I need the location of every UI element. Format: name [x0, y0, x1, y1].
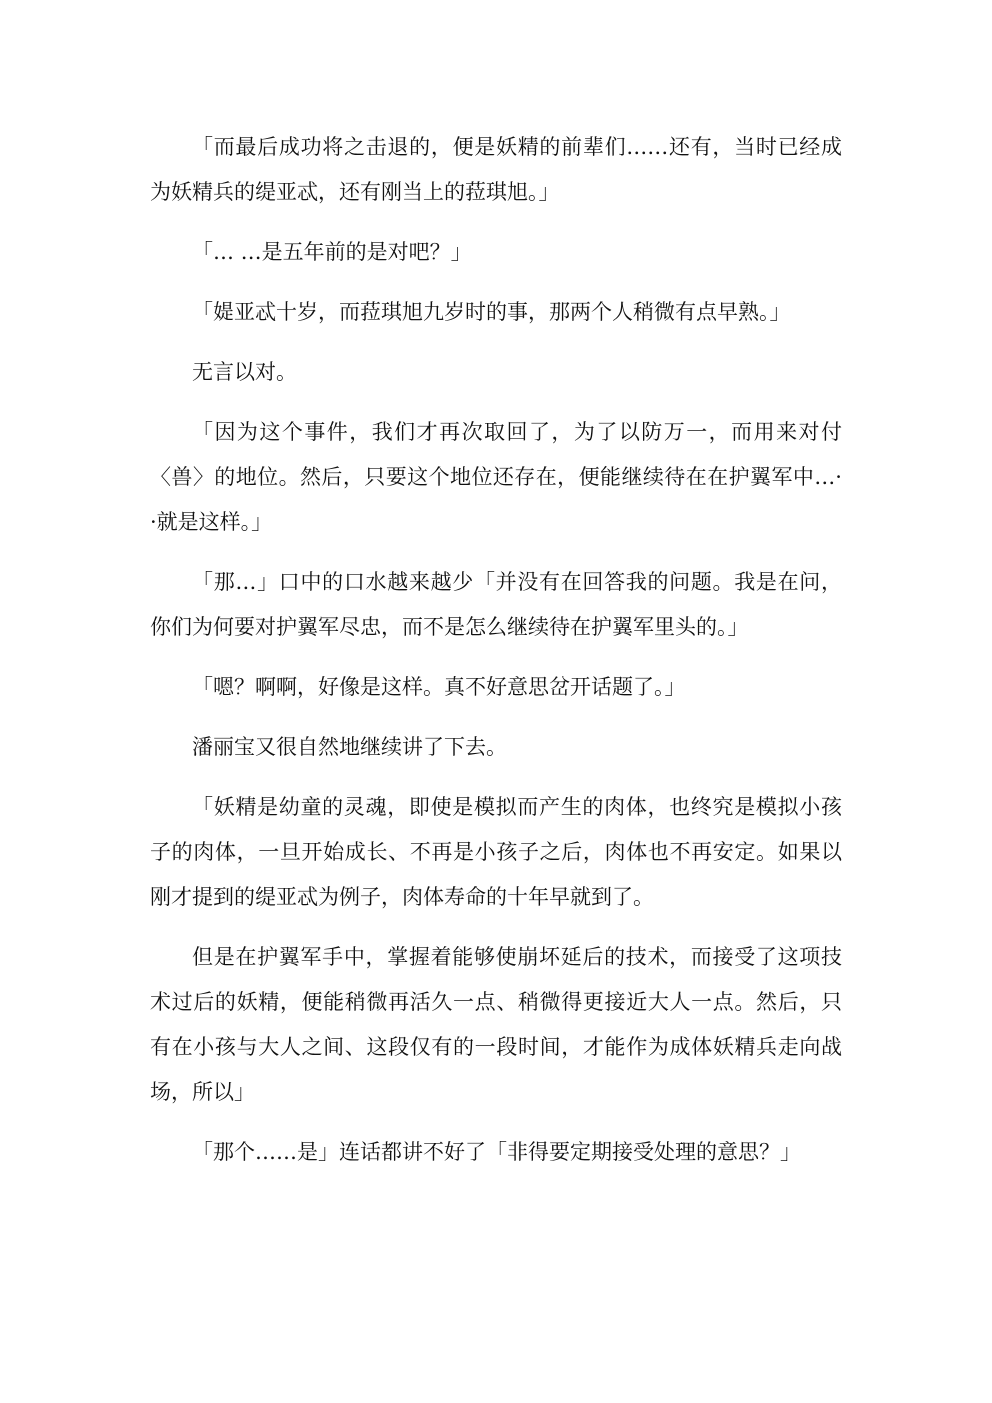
- paragraph: 「那…」口中的口水越来越少「并没有在回答我的问题。我是在问，你们为何要对护翼军尽忠，而不是怎么继续待在护翼军里头的。」: [150, 570, 842, 639]
- paragraph: 「嗯？啊啊，好像是这样。真不好意思岔开话题了。」: [192, 675, 686, 699]
- paragraph: 但是在护翼军手中，掌握着能够使崩坏延后的技术，而接受了这项技术过后的妖精，便能稍微再活久一点、稍微得更接近大人一点。然后，只有在小孩与大人之间、这段仅有的一段时间，才能作为成体妖精兵走向战场，所以」: [150, 945, 842, 1104]
- paragraph: 「而最后成功将之击退的，便是妖精的前辈们……还有，当时已经成为妖精兵的缇亚忒，还有刚当上的菈琪旭。」: [150, 135, 842, 204]
- paragraph: 潘丽宝又很自然地继续讲了下去。: [192, 735, 507, 759]
- paragraph: 无言以对。: [192, 360, 297, 384]
- paragraph: 「妖精是幼童的灵魂，即使是模拟而产生的肉体，也终究是模拟小孩子的肉体，一旦开始成长、不再是小孩子之后，肉体也不再安定。如果以刚才提到的缇亚忒为例子，肉体寿命的十年早就到了。: [150, 795, 842, 909]
- paragraph: 「媞亚忒十岁，而菈琪旭九岁时的事，那两个人稍微有点早熟。」: [192, 300, 791, 324]
- paragraph: 「那个……是」连话都讲不好了「非得要定期接受处理的意思？」: [192, 1140, 801, 1164]
- paragraph: 「… …是五年前的是对吧？」: [192, 240, 472, 264]
- paragraph: 「因为这个事件，我们才再次取回了，为了以防万一，而用来对付〈兽〉的地位。然后，只要这个地位还存在，便能继续待在在护翼军中…· ·就是这样。」: [150, 420, 842, 534]
- document-body: [150, 125, 842, 1175]
